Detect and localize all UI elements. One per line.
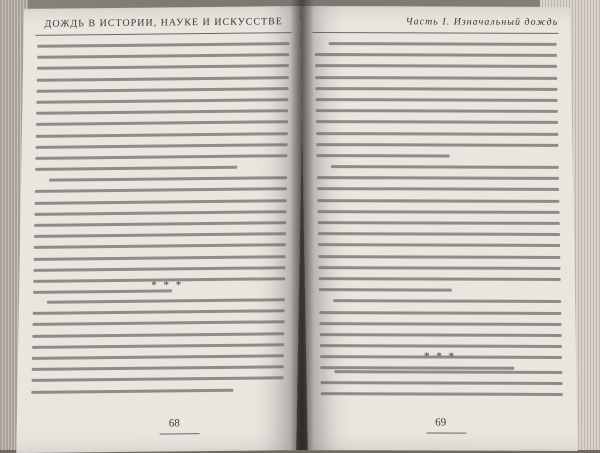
- text-line: [317, 176, 559, 180]
- text-line: [318, 232, 560, 236]
- text-line: [319, 288, 452, 291]
- text-line: [37, 53, 289, 59]
- left-page: [16, 6, 304, 453]
- page-number-left: 68: [168, 417, 180, 430]
- right-text-block-2: [320, 370, 563, 404]
- text-line: [319, 311, 561, 315]
- running-head-rule: [36, 32, 292, 36]
- text-line: [317, 199, 559, 203]
- text-line: [35, 188, 287, 194]
- text-line: [35, 199, 287, 205]
- text-line: [318, 210, 560, 214]
- text-line: [36, 143, 288, 149]
- right-text-block-1: [315, 42, 563, 379]
- text-line: [321, 381, 563, 385]
- text-line: [317, 188, 559, 192]
- text-line: [317, 154, 450, 157]
- text-line: [33, 321, 285, 327]
- text-line: [37, 65, 289, 71]
- text-line: [321, 393, 563, 397]
- page-number-right: 69: [435, 416, 447, 429]
- text-line: [334, 370, 562, 374]
- text-line: [34, 210, 286, 216]
- running-head-left: ДОЖДЬ В ИСТОРИИ, НАУКЕ И ИСКУССТВЕ: [44, 16, 284, 30]
- text-line: [37, 76, 289, 82]
- text-line: [315, 53, 557, 57]
- text-line: [316, 120, 558, 124]
- text-line: [318, 243, 560, 247]
- text-line: [33, 266, 285, 272]
- section-ornament: * * *: [423, 350, 457, 363]
- text-line: [37, 42, 289, 48]
- text-line: [37, 87, 289, 93]
- left-text-block-1: [33, 42, 289, 302]
- text-line: [320, 322, 562, 326]
- text-line: [34, 255, 286, 261]
- text-line: [333, 299, 561, 303]
- text-line: [316, 98, 558, 102]
- text-line: [36, 120, 288, 126]
- text-line: [318, 221, 560, 225]
- page-number-rule: [426, 433, 466, 434]
- text-line: [36, 109, 288, 115]
- text-line: [36, 132, 288, 138]
- text-line: [329, 42, 557, 46]
- text-line: [316, 109, 558, 113]
- text-line: [331, 165, 559, 169]
- text-line: [315, 76, 557, 80]
- text-line: [34, 244, 286, 250]
- text-line: [36, 98, 288, 104]
- text-line: [32, 354, 284, 360]
- text-line: [35, 166, 237, 171]
- text-line: [34, 232, 286, 238]
- running-head-rule: [312, 32, 558, 34]
- text-line: [315, 64, 557, 68]
- text-line: [316, 143, 558, 147]
- text-line: [49, 176, 287, 181]
- text-line: [31, 388, 233, 393]
- section-ornament: * * *: [151, 279, 184, 292]
- text-line: [32, 365, 284, 371]
- text-line: [320, 333, 562, 337]
- text-line: [34, 221, 286, 227]
- book-gutter: [290, 0, 314, 450]
- text-line: [319, 266, 561, 270]
- right-page: [300, 6, 578, 451]
- text-line: [315, 87, 557, 91]
- text-line: [319, 277, 561, 281]
- text-line: [32, 332, 284, 338]
- text-line: [320, 344, 562, 348]
- left-text-block-2: [31, 298, 285, 401]
- text-line: [33, 309, 285, 315]
- page-number-rule: [160, 433, 200, 434]
- text-line: [318, 255, 560, 259]
- text-line: [32, 343, 284, 349]
- text-line: [32, 377, 284, 383]
- text-line: [35, 154, 287, 160]
- text-line: [316, 132, 558, 136]
- running-head-right: Часть I. Изначальный дождь: [405, 16, 559, 28]
